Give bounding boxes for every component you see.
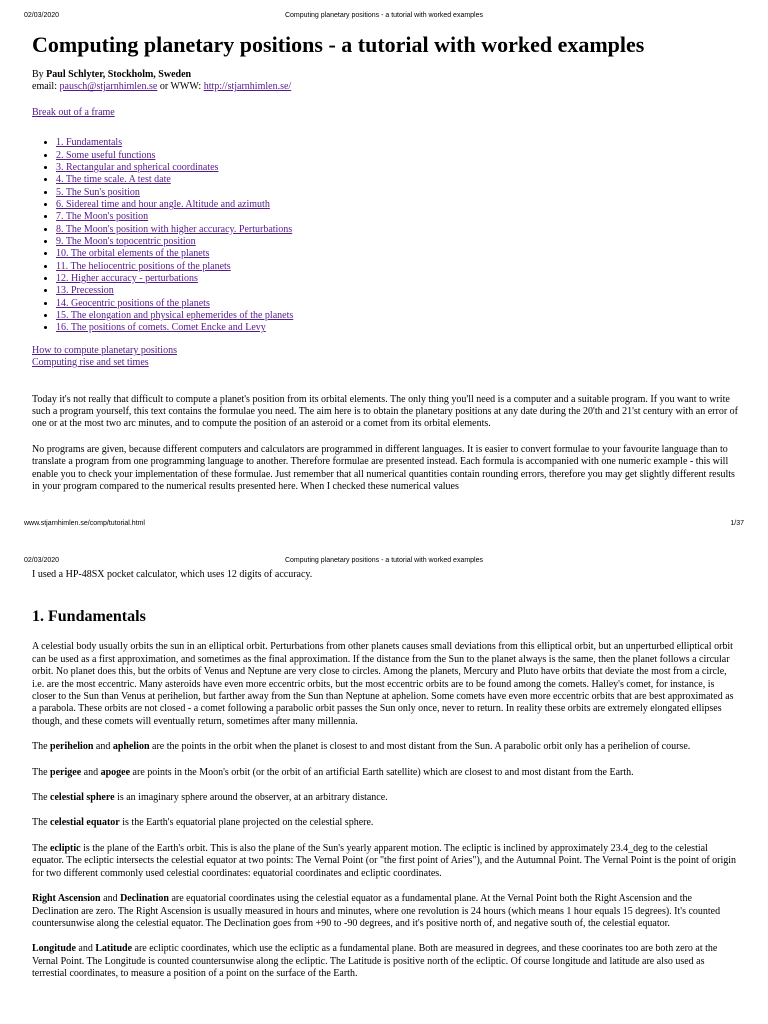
how-to-compute-link[interactable]: How to compute planetary positions [32,344,177,356]
toc-link[interactable]: 10. The orbital elements of the planets [56,248,210,260]
break-frame-link[interactable]: Break out of a frame [32,106,115,118]
toc-item [56,187,738,199]
toc-link[interactable]: 12. Higher accuracy - perturbations [56,273,198,284]
rise-set-link[interactable]: Computing rise and set times [32,357,149,369]
table-of-contents [32,137,738,335]
toc-link[interactable]: 3. Rectangular and spherical coordinates [56,161,219,173]
toc-item [56,174,738,186]
fundamentals-paragraph: A celestial body usually orbits the sun in an elliptical orbit. Perturbations from other planets causes small deviations from this elliptical orbit, but an unperturbed elliptical orbit can be used as a first approximation, and sometimes as the final approximation. If the distance from the Sun to the planet always is the same, then the planet follows a circular orbit. No planet does this, but the orbits of Venus and Neptune are very close to circles. Among the planets, Mercury and Pluto have orbits that deviate the most from a circle, i.e. are the most eccentric. Many asteroids have even more eccentric orbits, but the most eccentric orbits are to be found among the comets. Halley's comet, for instance, is closer to the Sun than Venus at perihelion, but farther away from the Sun than Neptune at aphelion. Some comets have even more eccentric orbits that are best approximated as a parabola. These orbits are not closed - a comet following a parabolic orbit passes the Sun only once, never to return. In reality these orbits are extremely elongated ellipses though, and these comets will eventually return, sometimes after many millennia. [32,641,734,727]
toc-item [56,150,738,162]
toc-link[interactable]: 1. Fundamentals [56,137,123,149]
toc-link[interactable]: 9. The Moon's topocentric position [56,235,196,247]
toc-item [56,285,738,297]
intro-paragraph-1: Today it's not really that difficult to compute a planet's position from its orbital elements. The only thing you'll need is a computer and a suitable program. If you want to write such a program yourself, this text contains the formulae you need. The aim here is to obtain the planetary positions at any date during the 20'th and 21'st century with an error of one or at the most two arc minutes, and to compute the position of an asteroid or a comet from its orbital elements. [32,393,739,430]
right-ascension-paragraph: Right Ascension and Declination are equatorial coordinates using the celestial equator as a fundamental plane. At the Vernal Point both the Right Ascension and the Declination are zero. The Right Ascension is usually measured in hours and minutes, where one revolution is 24 hours (which means 1 hour equals 15 degrees). It's counted countersunwise along the celestial equator. The Declination goes from +90 to -90 degrees, and it's positive north of, and negative south of, the celestial equator. [32,893,721,929]
toc-link[interactable]: 5. The Sun's position [56,186,140,198]
toc-item [56,248,738,260]
section-heading: 1. Fundamentals [32,608,146,626]
toc-link[interactable]: 16. The positions of comets. Comet Encke and Levy [56,322,266,334]
toc-link[interactable]: 6. Sidereal time and hour angle. Altitude and azimuth [56,198,270,210]
toc-item [56,322,738,334]
toc-link[interactable]: 2. Some useful functions [56,149,156,161]
toc-item [56,199,738,211]
longitude-paragraph: Longitude and Latitude are ecliptic coordinates, which use the ecliptic as a fundamental plane. Both are measured in degrees, and these coorinates too are both zero at the Vernal Point. The Longitude is counted countersunwise along the ecliptic. The Latitude is positive north of the ecliptic. Of course longitude and latitude are also used as terrestial coordinates, to measure a position of a point on the surface of the Earth. [32,943,718,980]
print-date: 02/03/2020 [24,557,60,564]
print-title: Computing planetary positions - a tutorial with worked examples [284,557,484,564]
toc-item [56,162,738,174]
print-date: 02/03/2020 [24,12,60,19]
author: Paul Schlyter, Stockholm, Sweden [46,69,192,80]
perihelion-paragraph: The perihelion and aphelion are the points in the orbit when the planet is closest to and most distant from the Sun. A parabolic orbit only has a perihelion of course. [32,741,691,753]
toc-link[interactable]: 15. The elongation and physical ephemerides of the planets [56,310,294,322]
page-1-content [32,30,738,493]
toc-item [56,298,738,310]
perigee-paragraph: The perigee and apogee are points in the Moon's orbit (or the orbit of an artificial Earth satellite) which are closest to and most distant from the Earth. [32,766,634,778]
toc-link[interactable]: 13. Precession [56,285,114,297]
intro-paragraph-2: No programs are given, because different computers and calculators are programmed in different languages. It is easier to convert formulae to your favourite language than to translate a program from one programming language to another. Therefore formulae are presented instead. Each formula is accompanied with one numeric example - this will enable you to check your implementation of these formulae. Just remember that all numerical quantities contain rounding errors, therefore you may get slightly different results in your program compared to the numerical results presented here. When I checked these numerical values [32,443,735,492]
celestial-sphere-paragraph: The celestial sphere is an imaginary sphere around the observer, at an arbitrary distance. [32,792,388,804]
toc-item [56,273,738,285]
toc-link[interactable]: 8. The Moon's position with higher accuracy. Perturbations [56,223,293,235]
toc-link[interactable]: 14. Geocentric positions of the planets [56,297,210,309]
toc-item [56,236,738,248]
www-link[interactable]: http://stjarnhimlen.se/ [203,81,292,93]
page-2-content [32,569,738,981]
toc-link[interactable]: 11. The heliocentric positions of the planets [56,260,231,272]
page-number: 1/37 [730,520,744,527]
page-title: Computing planetary positions - a tutorial with worked examples [32,32,645,57]
toc-link[interactable]: 4. The time scale. A test date [56,174,171,186]
toc-item [56,211,738,223]
toc-item [56,310,738,322]
toc-item [56,137,738,149]
celestial-equator-paragraph: The celestial equator is the Earth's equatorial plane projected on the celestial sphere. [32,817,374,829]
ecliptic-paragraph: The ecliptic is the plane of the Earth's orbit. This is also the plane of the Sun's yearly apparent motion. The ecliptic is inclined by approximately 23.4_deg to the celestial equator. The ecliptic intersects the celestial equator at two points: The Vernal Point (or "the first point of Aries"), and the Autumnal Point. The Vernal Point is the point of origin for two different commonly used celestial coordinates: equatorial coordinates and ecliptic coordinates. [32,842,737,879]
print-title: Computing planetary positions - a tutorial with worked examples [284,12,484,19]
email-link[interactable]: pausch@stjarnhimlen.se [59,81,158,93]
print-url: www.stjarnhimlen.se/comp/tutorial.html [24,520,145,527]
toc-item [56,224,738,236]
toc-item [56,261,738,273]
intro-paragraph-2-continued: I used a HP-48SX pocket calculator, which uses 12 digits of accuracy. [32,569,313,580]
byline: By Paul Schlyter, Stockholm, Sweden email: pausch@stjarnhimlen.se or WWW: http://stjarnhimlen.se/ [32,69,292,93]
toc-link[interactable]: 7. The Moon's position [56,211,149,223]
